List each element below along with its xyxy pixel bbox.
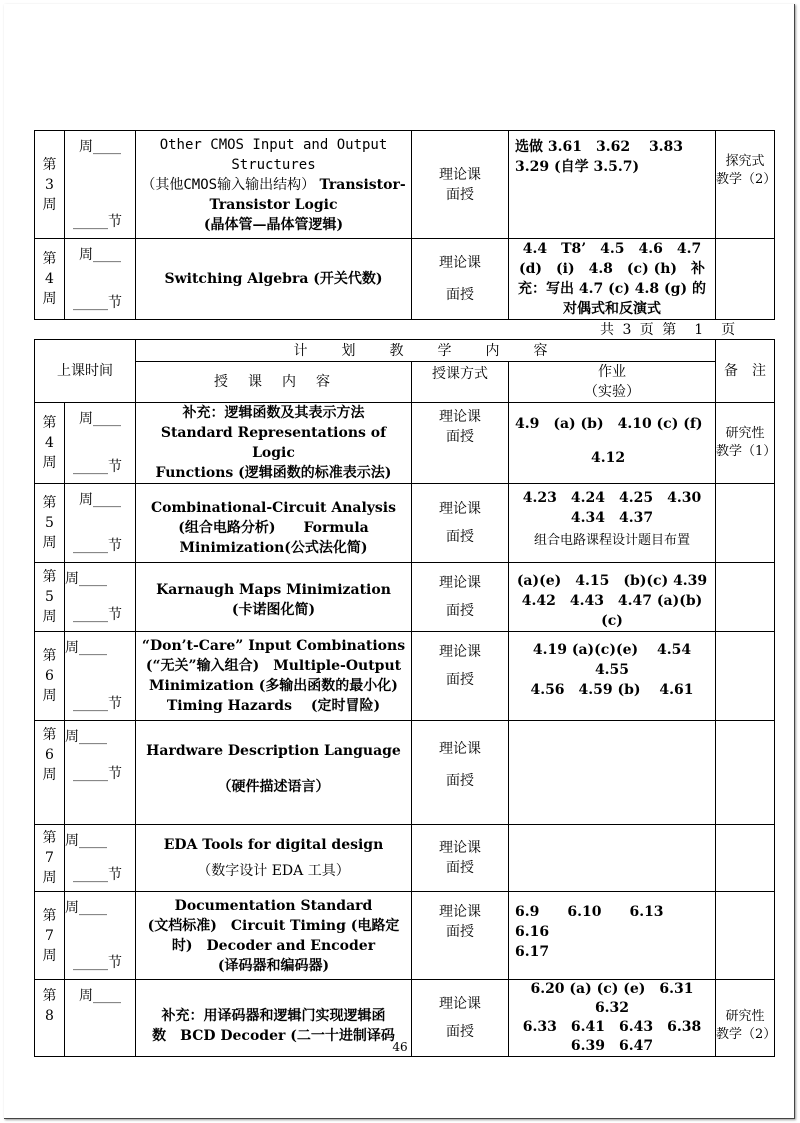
week-number-cell: 第 5 周: [35, 563, 65, 632]
table-row: [35, 721, 775, 825]
week-number-cell: 第 7 周: [35, 825, 65, 892]
homework-cell: 选做 3.61 3.62 3.83 3.29 (自学 3.5.7): [509, 131, 716, 239]
table-row: [35, 632, 775, 721]
teaching-method-cell: 理论课 面授: [412, 825, 509, 892]
homework-cell: 4.23 4.24 4.25 4.30 4.34 4.37 组合电路课程设计题目布置: [509, 484, 716, 563]
page-info: 共 3 页 第 1 页: [600, 322, 738, 338]
header-lesson-content: 授 课 内 容: [136, 362, 412, 403]
teaching-method-cell: 理论课 面授: [412, 563, 509, 632]
lesson-content-cell: Combinational-Circuit Analysis (组合电路分析) Formula Minimization(公式法化简): [136, 484, 412, 563]
week-number-cell: 第 4 周: [35, 403, 65, 484]
top-schedule-table: [34, 130, 775, 320]
teaching-method-cell: 理论课 面授: [412, 484, 509, 563]
header-row: [35, 340, 775, 362]
remark-cell: [716, 484, 775, 563]
remark-cell: 研究性 教学（2）: [716, 980, 775, 1057]
lesson-content-cell: Karnaugh Maps Minimization (卡诺图化简): [136, 563, 412, 632]
teaching-method-cell: 理论课 面授: [412, 131, 509, 239]
header-remark: 备 注: [716, 340, 775, 403]
table-row: [35, 892, 775, 980]
table-row: [35, 563, 775, 632]
header-class-time: 上课时间: [35, 340, 136, 403]
remark-cell: [716, 892, 775, 980]
homework-cell: 4.4 T8’ 4.5 4.6 4.7 (d) (i) 4.8 (c) (h) 补 充：写出 4.7 (c) 4.8 (g) 的 对偶式和反演式: [509, 239, 716, 320]
week-number-cell: 第 6 周: [35, 721, 65, 825]
header-plan: 计 划 教 学 内 容: [136, 340, 716, 362]
time-slot-cell: 周____ _____节: [65, 892, 136, 980]
time-slot-cell: 周____ _____节: [65, 825, 136, 892]
remark-cell: [716, 825, 775, 892]
time-slot-cell: 周____ _____节: [65, 484, 136, 563]
teaching-method-cell: 理论课 面授: [412, 892, 509, 980]
header-teaching-method: 授课方式: [412, 362, 509, 403]
week-number-cell: 第 4 周: [35, 239, 65, 320]
table-row: [35, 131, 775, 239]
remark-cell: [716, 239, 775, 320]
lesson-content-cell: Hardware Description Language （硬件描述语言）: [136, 721, 412, 825]
time-slot-cell: 周____ _____节: [65, 563, 136, 632]
lesson-content-cell: Documentation Standard (文档标准) Circuit Timing (电路定 时) Decoder and Encoder (译码器和编码器): [136, 892, 412, 980]
teaching-method-cell: 理论课 面授: [412, 239, 509, 320]
remark-cell: [716, 721, 775, 825]
lesson-content-cell: EDA Tools for digital design （数字设计 EDA 工具）: [136, 825, 412, 892]
time-slot-cell: 周____ _____节: [65, 632, 136, 721]
teaching-method-cell: 理论课 面授: [412, 721, 509, 825]
homework-cell: [509, 825, 716, 892]
teaching-method-cell: 理论课 面授: [412, 632, 509, 721]
homework-cell: 6.9 6.10 6.13 6.16 6.17: [509, 892, 716, 980]
lesson-content-cell: 补充：用译码器和逻辑门实现逻辑函 数 BCD Decoder (二一十进制译码: [136, 980, 412, 1057]
homework-cell: 6.20 (a) (c) (e) 6.31 6.32 6.33 6.41 6.43 6.38 6.39 6.47: [509, 980, 716, 1057]
homework-cell: (a)(e) 4.15 (b)(c) 4.39 4.42 4.43 4.47 (a)(b)(c): [509, 563, 716, 632]
time-slot-cell: 周____: [65, 980, 136, 1057]
teaching-method-cell: 理论课 面授: [412, 980, 509, 1057]
table-row: [35, 239, 775, 320]
remark-cell: [716, 563, 775, 632]
main-schedule-table: [34, 339, 775, 1057]
header-row: [35, 362, 775, 403]
time-slot-cell: 周____ _____节: [65, 131, 136, 239]
week-number-cell: 第 8: [35, 980, 65, 1057]
lesson-content-cell: Other CMOS Input and Output Structures （其他CMOS输入输出结构） Transistor-Transistor Logic (晶体管—晶体管逻辑): [136, 131, 412, 239]
lesson-content-cell: Switching Algebra (开关代数): [136, 239, 412, 320]
lesson-content-cell: 补充：逻辑函数及其表示方法 Standard Representations of Logic Functions (逻辑函数的标准表示法): [136, 403, 412, 484]
week-number-cell: 第 6 周: [35, 632, 65, 721]
time-slot-cell: 周____ _____节: [65, 403, 136, 484]
header-homework: 作业 （实验）: [509, 362, 716, 403]
week-number-cell: 第 7 周: [35, 892, 65, 980]
homework-cell: [509, 721, 716, 825]
remark-cell: 探究式 教学（2）: [716, 131, 775, 239]
lesson-content-cell: “Don’t-Care” Input Combinations (“无关”输入组合) Multiple-Output Minimization (多输出函数的最小化) Timing Hazards (定时冒险): [136, 632, 412, 721]
page-number: 46: [392, 1040, 408, 1054]
table-row: [35, 825, 775, 892]
homework-cell: 4.9 (a) (b) 4.10 (c) (f) 4.12: [509, 403, 716, 484]
table-row: [35, 403, 775, 484]
week-number-cell: 第 5 周: [35, 484, 65, 563]
teaching-method-cell: 理论课 面授: [412, 403, 509, 484]
table-row: [35, 484, 775, 563]
homework-cell: 4.19 (a)(c)(e) 4.54 4.55 4.56 4.59 (b) 4.61: [509, 632, 716, 721]
time-slot-cell: 周____ _____节: [65, 239, 136, 320]
remark-cell: [716, 632, 775, 721]
week-number-cell: 第 3 周: [35, 131, 65, 239]
time-slot-cell: 周____ _____节: [65, 721, 136, 825]
remark-cell: 研究性 教学（1）: [716, 403, 775, 484]
